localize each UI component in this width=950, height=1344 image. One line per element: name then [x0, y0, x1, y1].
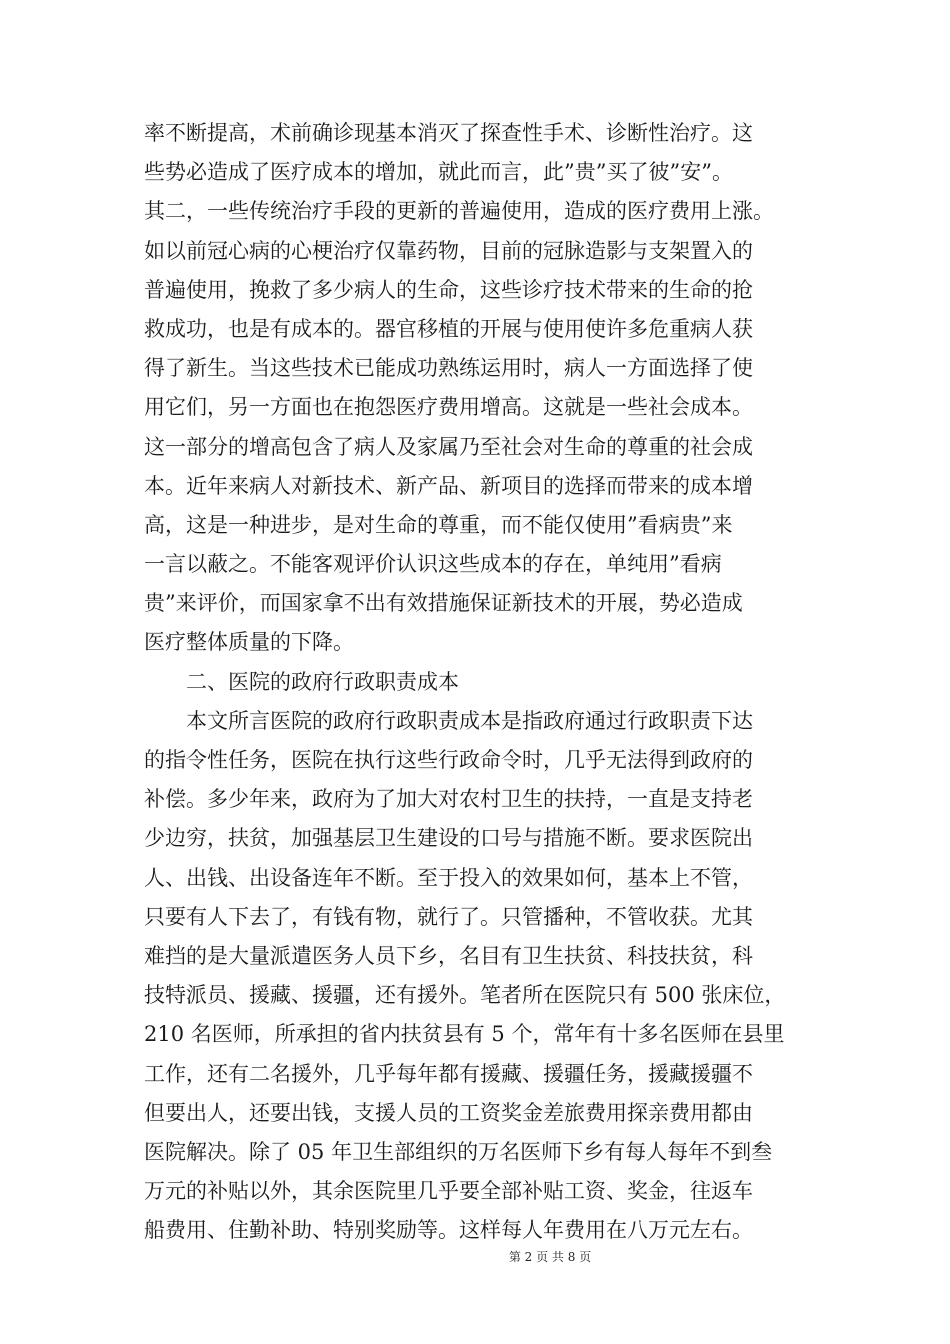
text-line: 只要有人下去了，有钱有物，就行了。只管播种，不管收获。尤其	[144, 904, 753, 929]
text-line: 医疗整体质量的下降。	[144, 630, 354, 655]
text-line: 一言以蔽之。不能客观评价认识这些成本的存在，单纯用”看病	[144, 552, 722, 577]
page-footer	[0, 1248, 950, 1265]
text-line: 但要出人，还要出钱，支援人员的工资奖金差旅费用探亲费用都由	[144, 1100, 753, 1125]
section-heading: 二、医院的政府行政职责成本	[144, 669, 459, 694]
text-line: 医院解决。除了 05 年卫生部组织的万名医师下乡有每人每年不到叁	[144, 1139, 773, 1164]
text-line: 本。近年来病人对新技术、新产品、新项目的选择而带来的成本增	[144, 473, 753, 498]
text-line: 高，这是一种进步，是对生命的尊重，而不能仅使用”看病贵”来	[144, 512, 733, 537]
text-line: 补偿。多少年来，政府为了加大对农村卫生的扶持，一直是支持老	[144, 787, 753, 812]
text-line: 这一部分的增高包含了病人及家属乃至社会对生命的尊重的社会成	[144, 434, 753, 459]
text-line: 210 名医师，所承担的省内扶贫县有 5 个，常年有十多名医师在县里	[144, 1022, 785, 1047]
text-line: 船费用、住勤补助、特别奖励等。这样每人年费用在八万元左右。	[144, 1218, 753, 1243]
text-line: 贵”来评价，而国家拿不出有效措施保证新技术的开展，势必造成	[144, 591, 743, 616]
text-line: 的指令性任务，医院在执行这些行政命令时，几乎无法得到政府的	[144, 748, 753, 772]
text-line: 技特派员、援藏、援疆，还有援外。笔者所在医院只有 500 张床位，	[144, 983, 786, 1008]
text-line: 本文所言医院的政府行政职责成本是指政府通过行政职责下达	[144, 708, 753, 733]
text-line: 得了新生。当这些技术已能成功熟练运用时，病人一方面选择了使	[144, 356, 753, 381]
text-line: 工作，还有二名援外，几乎每年都有援藏、援疆任务，援藏援疆不	[144, 1061, 753, 1086]
text-line: 难挡的是大量派遣医务人员下乡，名目有卫生扶贫、科技扶贫，科	[144, 943, 753, 968]
page-number: 第 2 页 共 8 页	[508, 1250, 592, 1264]
text-line: 如以前冠心病的心梗治疗仅靠药物，目前的冠脉造影与支架置入的	[144, 238, 753, 263]
text-line: 少边穷，扶贫，加强基层卫生建设的口号与措施不断。要求医院出	[144, 826, 753, 851]
text-line: 些势必造成了医疗成本的增加，就此而言，此”贵”买了彼”安”。	[144, 160, 733, 185]
text-line: 用它们，另一方面也在抱怨医疗费用增高。这就是一些社会成本。	[144, 395, 753, 420]
text-line: 救成功，也是有成本的。器官移植的开展与使用使许多危重病人获	[144, 316, 753, 341]
text-line: 人、出钱、出设备连年不断。至于投入的效果如何，基本上不管，	[144, 865, 753, 890]
text-line: 普遍使用，挽救了多少病人的生命，这些诊疗技术带来的生命的抢	[144, 277, 753, 302]
body-text	[144, 114, 824, 1250]
text-line: 其二，一些传统治疗手段的更新的普遍使用，造成的医疗费用上涨。	[144, 199, 774, 224]
text-line: 万元的补贴以外，其余医院里几乎要全部补贴工资、奖金，往返车	[144, 1179, 753, 1204]
text-line: 率不断提高，术前确诊现基本消灭了探查性手术、诊断性治疗。这	[144, 121, 753, 145]
